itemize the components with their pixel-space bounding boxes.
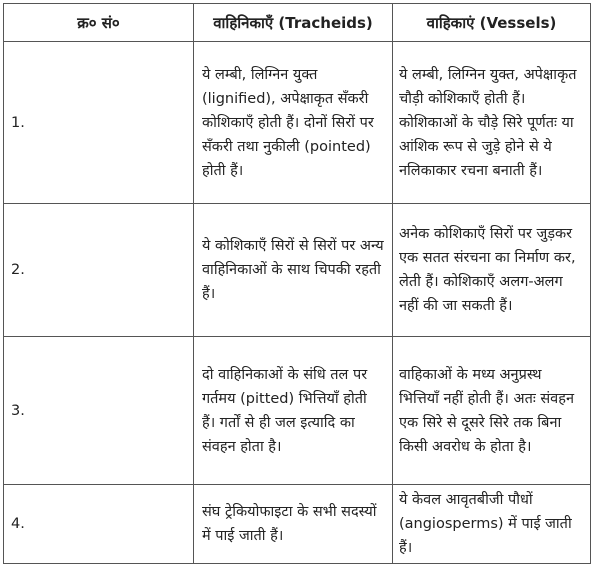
tracheids-cell [194, 204, 393, 337]
tracheids-text: दो वाहिनिकाओं के संधि तल पर गर्तमय (pitted) भित्तियाँ होती हैं। गर्तों से ही जल इत्यादि का संवहन होता है। [202, 366, 368, 455]
table-row [4, 485, 591, 564]
vessels-text: ये लम्बी, लिग्निन युक्त, अपेक्षाकृत चौड़ी कोशिकाएँ होती हैं। कोशिकाओं के चौड़े सिरे पूर्णतः या आंशिक रूप से जुड़े होने से ये नलिकाकार रचना बनाती हैं। [399, 66, 577, 179]
tracheids-cell [194, 42, 393, 204]
vessels-cell [393, 337, 591, 485]
table-row [4, 337, 591, 485]
tracheids-text: ये लम्बी, लिग्निन युक्त (lignified), अपेक्षाकृत सँकरी कोशिकाएँ होती हैं। दोनों सिरों पर सँकरी तथा नुकीली (pointed) होती हैं। [202, 66, 374, 179]
row-number: 2. [4, 204, 194, 337]
tracheids-text: ये कोशिकाएँ सिरों से सिरों पर अन्य वाहिनिकाओं के साथ चिपकी रहती हैं। [202, 238, 384, 302]
vessels-text: अनेक कोशिकाएँ सिरों पर जुड़कर एक सतत संरचना का निर्माण कर, लेती हैं। कोशिकाएँ अलग-अलग नहीं की जा सकती हैं। [399, 226, 576, 314]
vessels-text: वाहिकाओं के मध्य अनुप्रस्थ भित्तियाँ नहीं होती हैं। अतः संवहन एक सिरे से दूसरे सिरे तक बिना किसी अवरोध के होता है। [399, 366, 574, 455]
header-vessels: वाहिकाएं (Vessels) [393, 4, 591, 42]
header-number: क्र० सं० [4, 4, 194, 42]
vessels-text: ये केवल आवृतबीजी पौधों (angiosperms) में पाई जाती हैं। [399, 492, 572, 556]
row-number: 4. [4, 485, 194, 564]
vessels-cell [393, 204, 591, 337]
vessels-cell [393, 42, 591, 204]
tracheids-cell [194, 485, 393, 564]
row-number: 3. [4, 337, 194, 485]
row-number: 1. [4, 42, 194, 204]
header-row [4, 4, 591, 42]
comparison-table [3, 3, 591, 564]
tracheids-cell [194, 337, 393, 485]
header-tracheids: वाहिनिकाएँ (Tracheids) [194, 4, 393, 42]
table-row [4, 42, 591, 204]
tracheids-text: संघ ट्रेकियोफाइटा के सभी सदस्यों में पाई जाती हैं। [202, 504, 377, 544]
table-row [4, 204, 591, 337]
vessels-cell [393, 485, 591, 564]
